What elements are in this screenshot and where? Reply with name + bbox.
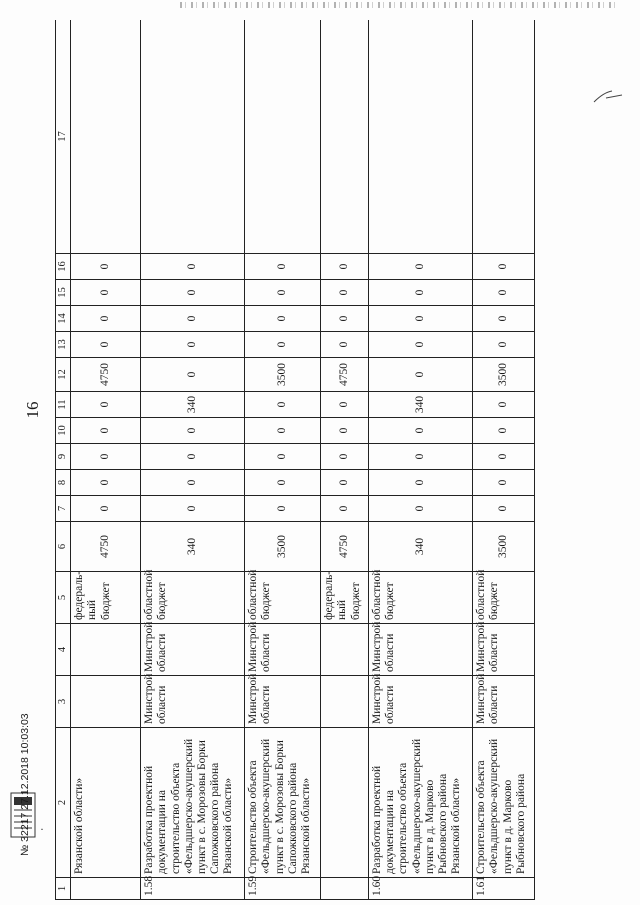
funding-value-cell: 0	[245, 306, 321, 332]
funding-value-cell: 0	[71, 254, 141, 280]
funding-value-cell: 0	[368, 358, 472, 392]
funding-value-cell: 0	[321, 280, 369, 306]
measure-name-cell: Строительство объекта «Фельдшерско-акушерский пункт в д. Марково Рыбновского района	[473, 728, 535, 878]
funding-source-cell: областной бюджет	[245, 572, 321, 624]
result-cell	[473, 20, 535, 254]
funding-source-cell: областной бюджет	[473, 572, 535, 624]
funding-value-cell: 0	[141, 358, 245, 392]
funding-value-cell: 0	[321, 332, 369, 358]
funding-value-cell: 0	[368, 444, 472, 470]
table-row	[71, 20, 141, 900]
column-number-header: 6	[56, 522, 71, 572]
measure-name-cell: Рязанской области»	[71, 728, 141, 878]
funding-value-cell: 0	[245, 332, 321, 358]
executor-cell	[71, 676, 141, 728]
co-executor-cell: Минстрой области	[473, 624, 535, 676]
funding-value-cell: 0	[473, 470, 535, 496]
funding-value-cell: 0	[141, 470, 245, 496]
funding-value-cell: 4750	[321, 358, 369, 392]
row-number-cell: 1.60	[368, 878, 472, 900]
scan-artifact	[180, 2, 620, 8]
funding-value-cell: 0	[368, 280, 472, 306]
column-number-header: 4	[56, 624, 71, 676]
funding-value-cell: 0	[245, 470, 321, 496]
funding-value-cell: 3500	[473, 522, 535, 572]
funding-value-cell: 0	[141, 306, 245, 332]
funding-value-cell: 0	[71, 496, 141, 522]
program-table	[55, 20, 535, 900]
registration-number: № 32217 27.12.2018 10:03:03	[19, 713, 31, 856]
column-number-header: 16	[56, 254, 71, 280]
column-number-header: 15	[56, 280, 71, 306]
funding-value-cell: 0	[321, 418, 369, 444]
measure-name-cell	[321, 728, 369, 878]
handwritten-mark-icon	[592, 86, 626, 106]
executor-cell: Минстрой области	[141, 676, 245, 728]
funding-value-cell: 0	[245, 444, 321, 470]
table-row	[368, 20, 472, 900]
funding-value-cell: 0	[321, 254, 369, 280]
funding-value-cell: 0	[245, 418, 321, 444]
column-number-header: 12	[56, 358, 71, 392]
funding-source-cell: федераль-ный бюджет	[321, 572, 369, 624]
measure-name-cell: Разработка проектной документации на строительство объекта «Фельдшерско-акушерский пункт в д. Марково Рыбновского района Рязанской области»	[368, 728, 472, 878]
result-cell	[321, 20, 369, 254]
funding-value-cell: 0	[321, 470, 369, 496]
funding-value-cell: 0	[141, 254, 245, 280]
executor-cell: Минстрой области	[245, 676, 321, 728]
funding-value-cell: 340	[368, 392, 472, 418]
co-executor-cell: Минстрой области	[245, 624, 321, 676]
funding-value-cell: 0	[71, 332, 141, 358]
funding-value-cell: 0	[71, 280, 141, 306]
measure-name-cell: Разработка проектной документации на строительство объекта «Фельдшерско-акушерский пункт в с. Морозовы Борки Сапожковского района Рязанской области»	[141, 728, 245, 878]
row-number-cell: 1.59	[245, 878, 321, 900]
funding-value-cell: 0	[368, 332, 472, 358]
rotated-table-container	[55, 20, 535, 900]
row-number-cell	[321, 878, 369, 900]
funding-value-cell: 3500	[245, 522, 321, 572]
funding-value-cell: 0	[245, 280, 321, 306]
registration-stamp	[6, 600, 46, 900]
result-cell	[245, 20, 321, 254]
funding-value-cell: 0	[473, 254, 535, 280]
funding-value-cell: 0	[368, 496, 472, 522]
co-executor-cell: Минстрой области	[368, 624, 472, 676]
funding-value-cell: 0	[368, 470, 472, 496]
funding-value-cell: 0	[473, 332, 535, 358]
funding-value-cell: 0	[473, 392, 535, 418]
table-body	[71, 20, 535, 900]
funding-value-cell: 0	[71, 418, 141, 444]
funding-value-cell: 0	[141, 280, 245, 306]
funding-source-cell: областной бюджет	[368, 572, 472, 624]
funding-value-cell: 0	[473, 418, 535, 444]
funding-value-cell: 4750	[71, 358, 141, 392]
funding-value-cell: 0	[71, 444, 141, 470]
funding-value-cell: 0	[473, 306, 535, 332]
measure-name-cell: Строительство объекта «Фельдшерско-акушерский пункт в с. Морозовы Борки Сапожковского района Рязанской области»	[245, 728, 321, 878]
funding-source-cell: федераль-ный бюджет	[71, 572, 141, 624]
funding-value-cell: 0	[368, 254, 472, 280]
column-number-header: 8	[56, 470, 71, 496]
funding-value-cell: 0	[321, 392, 369, 418]
funding-value-cell: 3500	[473, 358, 535, 392]
result-cell	[141, 20, 245, 254]
funding-value-cell: 340	[141, 522, 245, 572]
funding-value-cell: 0	[71, 306, 141, 332]
co-executor-cell	[321, 624, 369, 676]
column-number-header: 3	[56, 676, 71, 728]
page-number: 16	[23, 401, 42, 419]
column-number-header: 10	[56, 418, 71, 444]
column-number-header: 7	[56, 496, 71, 522]
co-executor-cell: Минстрой области	[141, 624, 245, 676]
row-number-cell: 1.58	[141, 878, 245, 900]
funding-value-cell: 0	[141, 496, 245, 522]
funding-value-cell: 0	[141, 418, 245, 444]
column-number-header: 2	[56, 728, 71, 878]
funding-value-cell: 0	[368, 418, 472, 444]
funding-value-cell: 0	[321, 496, 369, 522]
table-viewport	[55, 20, 535, 900]
column-number-header: 1	[56, 878, 71, 900]
table-row	[321, 20, 369, 900]
column-numbers-row	[56, 20, 71, 900]
funding-value-cell: 4750	[71, 522, 141, 572]
funding-value-cell: 340	[368, 522, 472, 572]
column-number-header: 17	[56, 20, 71, 254]
funding-value-cell: 340	[141, 392, 245, 418]
table-row	[245, 20, 321, 900]
row-number-cell: 1.61	[473, 878, 535, 900]
funding-value-cell: 0	[473, 444, 535, 470]
funding-value-cell: 0	[71, 470, 141, 496]
executor-cell: Минстрой области	[473, 676, 535, 728]
column-number-header: 5	[56, 572, 71, 624]
row-number-cell	[71, 878, 141, 900]
funding-value-cell: 0	[71, 392, 141, 418]
column-number-header: 11	[56, 392, 71, 418]
margin-mark: ·	[40, 822, 44, 836]
column-number-header: 14	[56, 306, 71, 332]
column-number-header: 13	[56, 332, 71, 358]
executor-cell: Минстрой области	[368, 676, 472, 728]
funding-value-cell: 0	[141, 444, 245, 470]
co-executor-cell	[71, 624, 141, 676]
funding-value-cell: 0	[321, 444, 369, 470]
executor-cell	[321, 676, 369, 728]
funding-value-cell: 4750	[321, 522, 369, 572]
funding-source-cell: областной бюджет	[141, 572, 245, 624]
table-row	[473, 20, 535, 900]
funding-value-cell: 0	[141, 332, 245, 358]
funding-value-cell: 0	[245, 496, 321, 522]
result-cell	[368, 20, 472, 254]
funding-value-cell: 3500	[245, 358, 321, 392]
table-row	[141, 20, 245, 900]
funding-value-cell: 0	[321, 306, 369, 332]
column-number-header: 9	[56, 444, 71, 470]
funding-value-cell: 0	[473, 280, 535, 306]
funding-value-cell: 0	[473, 496, 535, 522]
result-cell	[71, 20, 141, 254]
funding-value-cell: 0	[245, 392, 321, 418]
funding-value-cell: 0	[368, 306, 472, 332]
funding-value-cell: 0	[245, 254, 321, 280]
